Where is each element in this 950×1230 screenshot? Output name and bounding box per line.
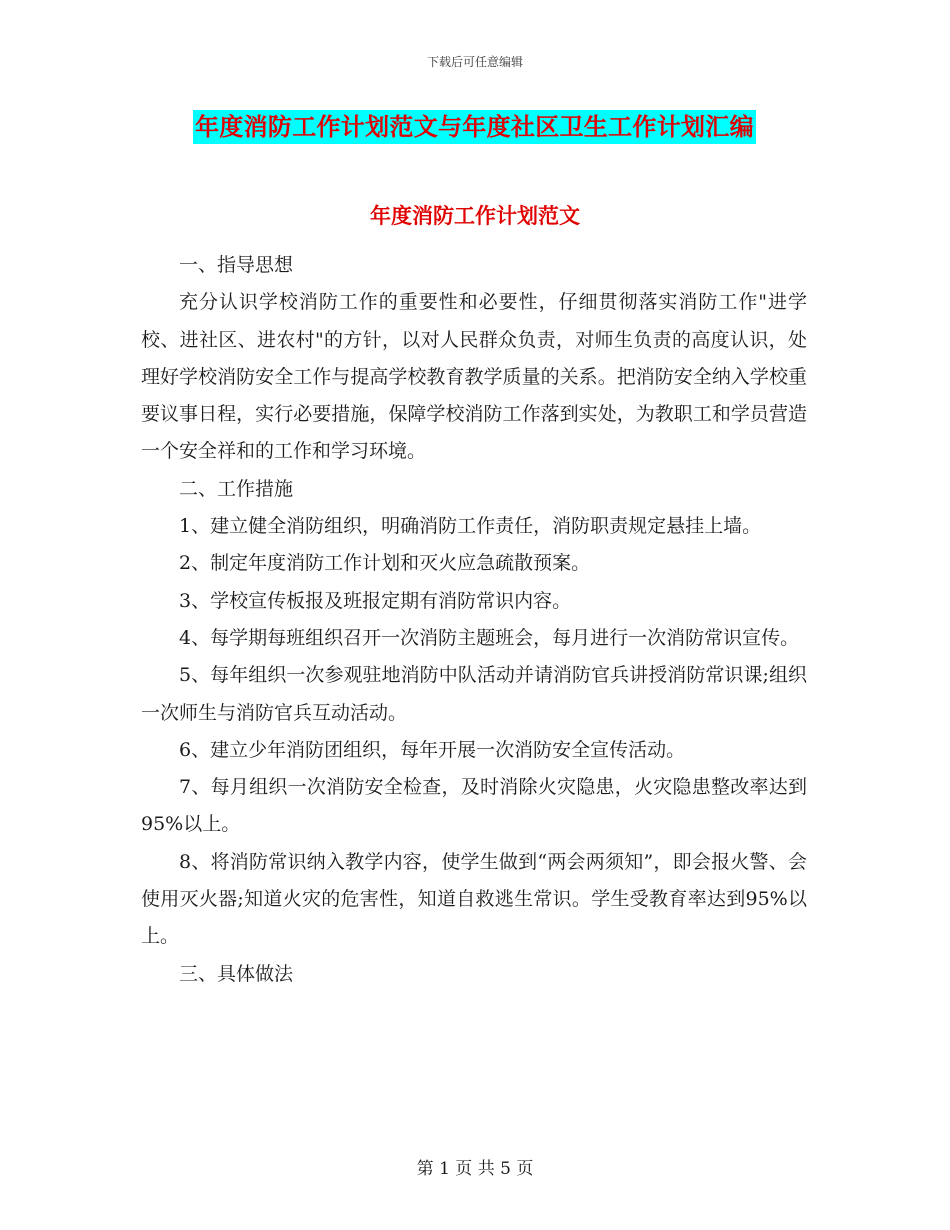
page-number: 第 1 页 共 5 页: [416, 1159, 534, 1179]
section-heading-guiding-ideology: 一、指导思想: [179, 254, 294, 276]
list-item: 1、建立健全消防组织，明确消防工作责任，消防职责规定悬挂上墙。: [179, 515, 762, 538]
section-heading-work-measures: 二、工作措施: [179, 477, 294, 500]
list-item: 3、学校宣传板报及班报定期有消防常识内容。: [179, 589, 572, 612]
list-item: 8、将消防常识纳入教学内容，使学生做到“两会两须知”，即会报火警、会使用灭火器;知道火灾的危害性，知道自救逃生常识。学生受教育率达到95%以上。: [141, 850, 807, 948]
list-item: 2、制定年度消防工作计划和灭火应急疏散预案。: [179, 552, 591, 575]
paragraph: 充分认识学校消防工作的重要性和必要性，仔细贯彻落实消防工作"进学校、进社区、进农村"的方针，以对人民群众负责，对师生负责的高度认识，处理好学校消防安全工作与提高学校教育教学质量的关系。把消防安全纳入学校重要议事日程，实行必要措施，保障学校消防工作落到实处，为教职工和学员营造一个安全祥和的工作和学习环境。: [141, 291, 807, 463]
list-item: 6、建立少年消防团组织，每年开展一次消防安全宣传活动。: [179, 738, 686, 761]
list-item: 5、每年组织一次参观驻地消防中队活动并请消防官兵讲授消防常识课;组织一次师生与消防官兵互动活动。: [141, 664, 807, 724]
section-heading-specific-methods: 三、具体做法: [179, 962, 294, 985]
document-body: [141, 247, 807, 993]
list-item: 4、每学期每班组织召开一次消防主题班会，每月进行一次消防常识宣传。: [179, 626, 800, 649]
main-title: 年度消防工作计划范文与年度社区卫生工作计划汇编: [193, 110, 756, 144]
sub-title: 年度消防工作计划范文: [370, 203, 580, 228]
header-note: 下载后可任意编辑: [426, 55, 523, 69]
list-item: 7、每月组织一次消防安全检查，及时消除火灾隐患，火灾隐患整改率达到95%以上。: [141, 776, 807, 836]
